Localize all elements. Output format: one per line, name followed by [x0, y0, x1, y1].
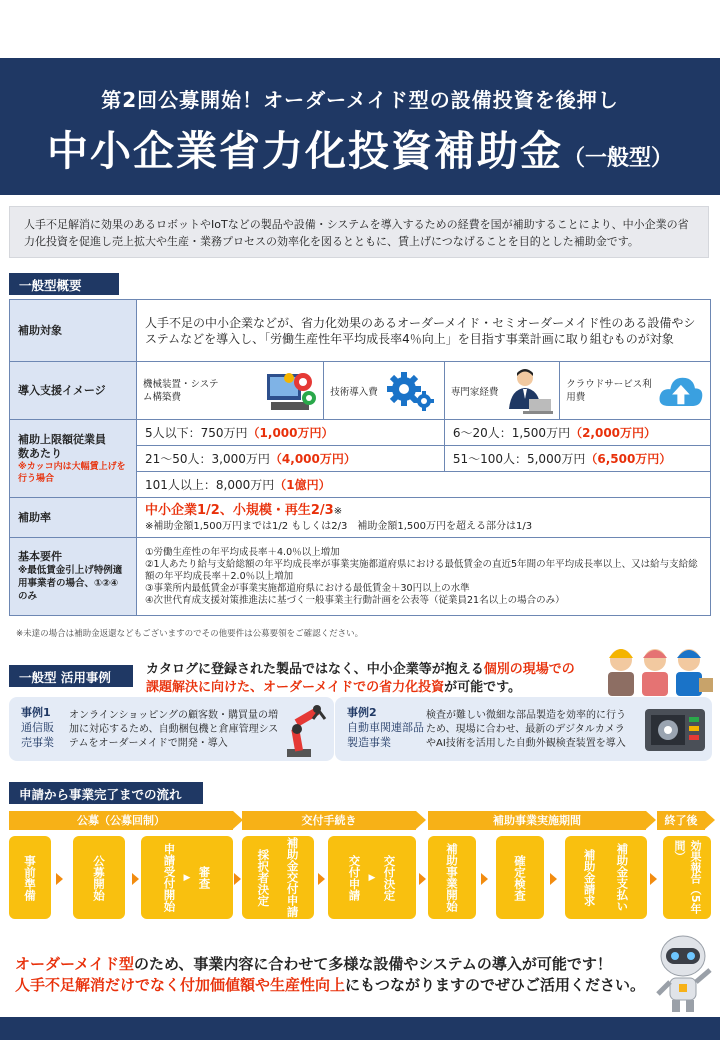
cloud-upload-icon: [658, 370, 704, 412]
case-name: 通信販売事業: [21, 721, 54, 749]
limit-note: ※カッコ内は大幅賃上げを行う場合: [18, 461, 126, 484]
inspection-device-icon: [643, 705, 707, 755]
rate-main: 中小企業1/2、小規模・再生2/3: [145, 502, 334, 518]
step-label: 審査: [197, 866, 212, 889]
flow-arrow: [132, 873, 139, 885]
flow-arrow: [419, 873, 426, 885]
step-1: 事前準備: [9, 836, 51, 919]
phase-shuryo: 終了後: [657, 811, 705, 830]
case-desc: 検査が難しい微細な部品製造を効率的に行うため、現場に合わせ、最新のデジタルカメラやAI技術を活用した自動外観検査装置を導入: [426, 710, 626, 749]
limit-base: 5人以下：750万円: [145, 425, 248, 440]
step-5-6: [242, 836, 314, 919]
step-label: 申請受付開始: [162, 843, 177, 912]
req-item: ①労働生産性の年平均成長率＋4.0％以上増加: [145, 546, 340, 558]
rate-label: 補助率: [10, 498, 137, 538]
rate-mark: ※: [333, 505, 343, 517]
cases-heading: 一般型 活用事例: [9, 665, 133, 687]
overview-heading: 一般型概要: [9, 273, 119, 295]
page-title: [0, 118, 720, 177]
robot-mascot-icon: [652, 932, 714, 1014]
target-text: 人手不足の中小企業などが、省力化効果のあるオーダーメイド・セミオーダーメイド性のある設備やシステムなどを導入し、「労働生産性年平均成長率4％向上」を目指す事業計画に取り組むものが対象: [137, 300, 711, 362]
step-9: 補助事業開始: [428, 836, 476, 919]
case-tag: 事例2: [347, 706, 377, 719]
closing-highlight: 人手不足解消だけでなく付加価値額や生産性向上: [15, 976, 346, 994]
flow-arrow: [481, 873, 488, 885]
limit-label: 補助上限額従業員数あたり: [18, 432, 106, 460]
limit-cell-5: [137, 472, 711, 498]
closing-text: のため、事業内容に合わせて多様な設備やシステムの導入が可能です！: [133, 955, 612, 973]
limit-cell-3: [137, 446, 445, 472]
image-cell-cloud: [560, 362, 711, 420]
limit-boost: （6,500万円）: [585, 451, 672, 466]
image-label: 導入支援イメージ: [10, 362, 137, 420]
phase-koufu: 交付手続き: [242, 811, 416, 830]
step-2: 公募開始: [73, 836, 125, 919]
step-label: 補助金交付申請: [285, 837, 300, 918]
image-label-cloud: クラウドサービス利用費: [566, 378, 652, 403]
closing-text: にもつながりますのでぜひご活用ください。: [345, 976, 646, 994]
footnote: ※未達の場合は補助金返還などもございますのでその他要件は公募要領をご確認ください。: [16, 629, 364, 639]
flow-arrow: [234, 873, 241, 885]
lead-text: カタログに登録された製品ではなく、中小企業等が抱える: [146, 662, 484, 677]
machine-gear-icon: [265, 368, 317, 414]
image-label-machine: 機械装置・システム構築費: [143, 378, 219, 403]
image-cell-tech: [324, 362, 445, 420]
target-label: 補助対象: [10, 300, 137, 362]
limit-boost: （4,000万円）: [269, 451, 356, 466]
limit-label-cell: [10, 420, 137, 498]
image-cell-machine: [137, 362, 324, 420]
image-label-expert: 専門家経費: [450, 386, 499, 398]
header-subtitle: 第2回公募開始！オーダーメイド型の設備投資を後押し: [101, 88, 619, 112]
workers-illustration: [603, 638, 713, 698]
limit-base: 101人以上：8,000万円: [145, 477, 275, 492]
step-label: 交付決定: [382, 854, 397, 901]
limit-base: 51～100人：5,000万円: [452, 451, 586, 466]
req-label: 基本要件: [18, 550, 62, 563]
footer-bar: [0, 1017, 720, 1040]
lead-text: が可能です。: [444, 680, 522, 695]
case-tag: 事例1: [21, 706, 51, 719]
lead-highlight: 個別の現場での: [483, 662, 575, 677]
step-7-8: 交付申請 ▶ 交付決定: [328, 836, 416, 919]
case-name: 自動車関連部品製造事業: [347, 721, 424, 749]
req-item: ③事業所内最低賃金が事業実施都道府県における最低賃金＋30円以上の水準: [145, 582, 470, 594]
case-card-1: [9, 697, 334, 761]
step-3-4: 申請受付開始 ▶ 審査: [141, 836, 233, 919]
expert-icon: [503, 367, 553, 415]
case-title: [347, 705, 427, 750]
limit-cell-1: [137, 420, 445, 446]
req-note: ※最低賃金引上げ特例適用事業者の場合、①②④のみ: [18, 565, 123, 602]
case-card-2: [335, 697, 712, 761]
req-label-cell: [10, 538, 137, 616]
flow-arrow: [318, 873, 325, 885]
closing-highlight: オーダーメイド型: [15, 955, 134, 973]
step-label: 採択者決定: [256, 848, 271, 907]
limit-boost: （1,000万円）: [247, 425, 334, 440]
req-item: ②1人あたり給与支給総額の年平均成長率が事業実施都道府県における最低賃金の直近5年間の年平均成長率以上、又は給与支給総額の年平均成長率＋2.0％以上増加: [145, 558, 698, 582]
step-11-12: [565, 836, 647, 919]
limit-boost: （1億円）: [274, 477, 331, 492]
req-item: ④次世代育成支援対策推進法に基づく一般事業主行動計画を公表等（従業員21名以上の場合のみ）: [145, 594, 565, 606]
limit-boost: （2,000万円）: [570, 425, 657, 440]
step-13: 効果報告（5年間）: [663, 836, 711, 919]
req-list: [137, 538, 711, 616]
step-label: 補助金請求: [582, 848, 597, 907]
rate-note: ※補助金額1,500万円までは1/2 もしくは2/3 補助金額1,500万円を超える部分は1/3: [145, 520, 533, 532]
flow-heading: 申請から事業完了までの流れ: [9, 782, 203, 804]
overview-table: [9, 299, 711, 616]
phase-jisshi: 補助事業実施期間: [428, 811, 646, 830]
case-desc: オンラインショッピングの顧客数・購買量の増加に対応するため、自動梱包機と倉庫管理システムをオーダーメイドで開発・導入: [69, 710, 279, 749]
phase-koubo: 公募（公募回制）: [9, 811, 233, 830]
image-cell-expert: [444, 362, 559, 420]
intro-text: 人手不足解消に効果のあるロボットやIoTなどの製品や設備・システムを導入するための経費を国が補助することにより、中小企業の省力化投資を促進し売上拡大や生産・業務プロセスの効率化を図るとともに、賃上げにつなげることを目的とした補助金です。: [9, 206, 709, 258]
closing-message: [15, 954, 645, 996]
step-10: 確定検査: [496, 836, 544, 919]
flow-arrow: [56, 873, 63, 885]
gears-icon: [384, 369, 438, 413]
limit-cell-2: [444, 420, 710, 446]
limit-base: 6～20人：1,500万円: [452, 425, 571, 440]
rate-cell: [137, 498, 711, 538]
limit-base: 21～50人：3,000万円: [145, 451, 270, 466]
limit-cell-4: [444, 446, 710, 472]
title-main: 中小企業省力化投資補助金: [46, 127, 563, 175]
step-label: 補助金支払い: [615, 843, 630, 912]
case-title: [21, 705, 61, 750]
cases-lead: [146, 661, 575, 697]
step-label: 交付申請: [347, 854, 362, 901]
image-label-tech: 技術導入費: [330, 386, 378, 398]
lead-highlight: 課題解決に向けた、オーダーメイドでの省力化投資: [146, 680, 445, 695]
flow-arrow: [550, 873, 557, 885]
robot-arm-icon: [279, 699, 329, 759]
title-suffix: （一般型）: [562, 146, 673, 171]
flow-arrow: [650, 873, 657, 885]
